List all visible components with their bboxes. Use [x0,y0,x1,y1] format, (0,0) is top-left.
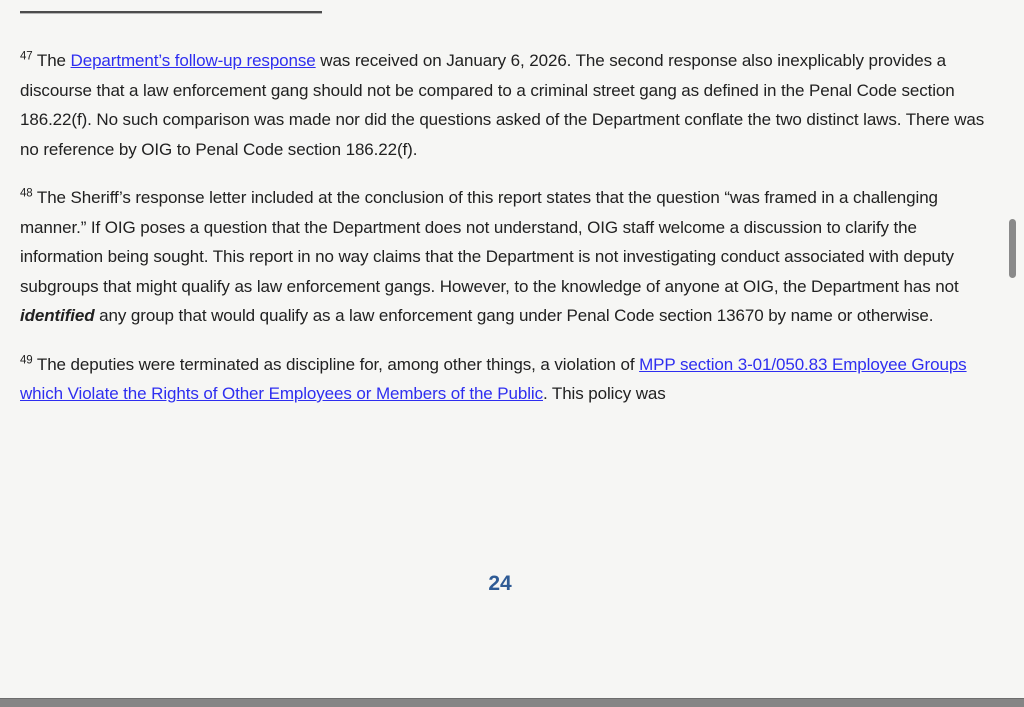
footnote-text: . This policy was [542,384,666,403]
footnote-49 [20,350,988,409]
footnote-marker-49: 49 [20,353,33,366]
footnote-text: The deputies were terminated as discipline for, among other things, a violation of [36,354,640,374]
footnote-marker-48: 48 [20,187,33,200]
emphasized-text: identified [20,306,95,325]
footnote-48 [20,183,988,331]
footnote-text: was received on January 6, 2026. The second response also inexplicably provides a discourse that a law enforcement gang should not be compared to a criminal street gang as defined in the Penal Code section 186.22(f). No such comparison was made nor did the questions asked of the Department conflate the two distinct laws. There was no reference by OIG to Penal Code section 186.22(f). [20,51,985,159]
scrollbar-thumb[interactable] [1009,219,1016,278]
document-page-body [20,46,988,428]
link-mpp-section-3-01-050-83[interactable]: MPP section 3-01/050.83 Employee Groups which Violate the Rights of Other Employees or Members of the Public [20,354,967,403]
footnote-separator-line [20,11,322,14]
footnote-47 [20,46,988,164]
page-number: 24 [488,572,512,595]
window-bottom-bar [0,698,1024,707]
footnotes-container [20,46,988,409]
footnote-text: any group that would qualify as a law enforcement gang under Penal Code section 13670 by name or otherwise. [94,306,934,325]
footnote-marker-47: 47 [20,50,33,63]
link-departments-follow-up-response[interactable]: Department’s follow-up response [70,51,316,70]
footnote-text: The [36,51,71,70]
footnote-text: The Sheriff’s response letter included at the conclusion of this report states that the question “was framed in a challenging manner.” If OIG poses a question that the Department does not understand, OIG staff welcome a discussion to clarify the information being sought. This report in no way claims that the Department is not investigating conduct associated with deputy subgroups that might qualify as law enforcement gangs. However, to the knowledge of anyone at OIG, the Department has not [20,188,959,296]
